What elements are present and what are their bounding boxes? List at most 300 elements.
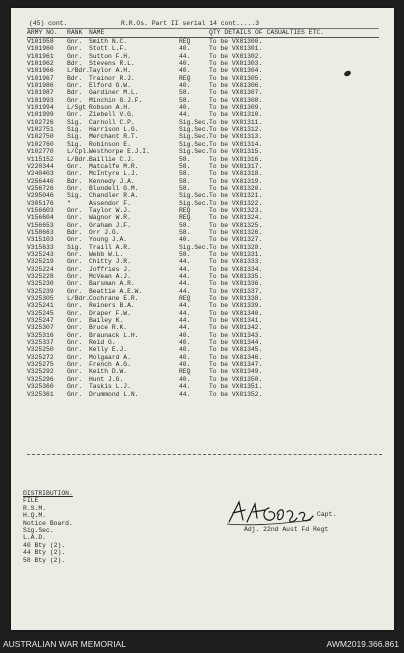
army-number: V101986 bbox=[27, 82, 54, 90]
qualification: 40. bbox=[179, 375, 191, 383]
qualification: 58. bbox=[179, 228, 191, 236]
casualty-detail: To be VX81352. bbox=[209, 390, 263, 398]
table-row bbox=[27, 361, 379, 368]
rank: Gnr. bbox=[67, 206, 83, 214]
table-row bbox=[27, 192, 379, 199]
table-row bbox=[27, 148, 379, 155]
qualification: REQ bbox=[179, 214, 191, 222]
qualification: 44. bbox=[179, 258, 191, 266]
soldier-name: Smith N.C. bbox=[89, 38, 128, 45]
qualification: 40. bbox=[179, 236, 191, 244]
rank: L/Cpl. bbox=[67, 148, 90, 156]
army-number: V102770 bbox=[27, 148, 54, 156]
qualification: 44. bbox=[179, 383, 191, 391]
soldier-name: Westhorpe E.J.I. bbox=[89, 148, 150, 156]
casualty-detail: To be VX81327. bbox=[209, 236, 263, 244]
archive-footer bbox=[0, 634, 404, 653]
distribution-item: Sig.Sec. bbox=[23, 527, 54, 535]
rank: Gnr. bbox=[67, 287, 83, 295]
qualification: 40. bbox=[179, 331, 191, 339]
soldier-name: Keith D.W. bbox=[89, 368, 128, 376]
casualty-detail: To be VX81344. bbox=[209, 339, 263, 347]
qualification: 44. bbox=[179, 287, 191, 295]
casualty-detail: To be VX81317. bbox=[209, 162, 263, 170]
army-number: V101994 bbox=[27, 104, 54, 112]
qualification: 44. bbox=[179, 280, 191, 288]
soldier-name: Reid G. bbox=[89, 339, 116, 347]
casualty-detail: To be VX81318. bbox=[209, 170, 263, 178]
table-row bbox=[27, 163, 379, 170]
qualification: REQ bbox=[179, 38, 191, 45]
table-row bbox=[27, 324, 379, 331]
casualty-detail: To be VX81314. bbox=[209, 140, 263, 148]
army-number: V325307 bbox=[27, 324, 54, 332]
casualty-detail: To be VX81310. bbox=[209, 111, 263, 119]
casualty-detail: To be VX81311. bbox=[209, 118, 263, 126]
soldier-name: Chandler R.A. bbox=[89, 192, 139, 200]
casualty-detail: To be VX81304. bbox=[209, 67, 263, 75]
soldier-name: Carnoll C.P. bbox=[89, 118, 135, 126]
rank: Sig. bbox=[67, 243, 83, 251]
table-row bbox=[27, 310, 379, 317]
soldier-name: Bruce R.K. bbox=[89, 324, 128, 332]
table-row bbox=[27, 214, 379, 221]
table-row bbox=[27, 346, 379, 353]
table-row bbox=[27, 45, 379, 52]
army-number: V240403 bbox=[27, 170, 54, 178]
casualty-detail: To be VX81312. bbox=[209, 126, 263, 134]
document-header-line: (45) cont. R.R.Os. Part II serial 14 cont.....3 bbox=[29, 20, 260, 27]
qualification: 40. bbox=[179, 339, 191, 347]
table-row bbox=[27, 266, 379, 273]
army-number: V325243 bbox=[27, 250, 54, 258]
soldier-name: Assendor F. bbox=[89, 199, 131, 207]
rank: Gnr. bbox=[67, 96, 83, 104]
table-row bbox=[27, 185, 379, 192]
table-row bbox=[27, 178, 379, 185]
qualification: 44. bbox=[179, 265, 191, 273]
rank: Gnr. bbox=[67, 52, 83, 60]
qualification: Sig.Sec. bbox=[179, 192, 210, 200]
table-row bbox=[27, 126, 379, 133]
army-number: V315633 bbox=[27, 243, 54, 251]
soldier-name: Young J.A. bbox=[89, 236, 128, 244]
rank: Gnr. bbox=[67, 162, 83, 170]
qualification: 40. bbox=[179, 346, 191, 354]
army-number: V256446 bbox=[27, 177, 54, 185]
soldier-name: Sutton F.H. bbox=[89, 52, 131, 60]
casualty-detail: To be VX81320. bbox=[209, 184, 263, 192]
handwritten-signature bbox=[221, 496, 321, 528]
signature-rank: Capt. bbox=[317, 511, 337, 518]
table-row bbox=[27, 317, 379, 324]
casualty-detail: To be VX81309. bbox=[209, 104, 263, 112]
qualification: 40. bbox=[179, 104, 191, 112]
rank: Sig. bbox=[67, 140, 83, 148]
table-row bbox=[27, 339, 379, 346]
rank: L/Bdr. bbox=[67, 295, 90, 303]
army-number: V305176 bbox=[27, 199, 54, 207]
table-row bbox=[27, 302, 379, 309]
table-row bbox=[27, 354, 379, 361]
qualification: 44. bbox=[179, 309, 191, 317]
rank: " bbox=[67, 199, 71, 207]
qualification: REQ bbox=[179, 74, 191, 82]
casualty-detail: To be VX81313. bbox=[209, 133, 263, 141]
qualification: 40. bbox=[179, 60, 191, 68]
qualification: Sig.Sec. bbox=[179, 126, 210, 134]
army-number: V101962 bbox=[27, 60, 54, 68]
soldier-name: McVean A.J. bbox=[89, 273, 131, 280]
casualty-detail: To be VX81303. bbox=[209, 60, 263, 68]
army-number: V115152 bbox=[27, 155, 54, 163]
qualification: Sig.Sec. bbox=[179, 118, 210, 126]
qualification: 58. bbox=[179, 221, 191, 229]
casualty-detail: To be VX81343. bbox=[209, 331, 263, 339]
army-number: V325241 bbox=[27, 302, 54, 310]
table-row bbox=[27, 383, 379, 390]
casualty-detail: To be VX81315. bbox=[209, 148, 263, 156]
table-row bbox=[27, 288, 379, 295]
qualification: 44. bbox=[179, 317, 191, 325]
casualty-detail: To be VX81349. bbox=[209, 368, 263, 376]
document-page bbox=[11, 8, 394, 630]
table-row bbox=[27, 251, 379, 258]
rank: Gnr. bbox=[67, 45, 83, 53]
qualification: Sig.Sec. bbox=[179, 133, 210, 141]
army-number: V325305 bbox=[27, 295, 54, 303]
table-row bbox=[27, 222, 379, 229]
column-name: NAME bbox=[89, 29, 105, 36]
distribution-item: 40 Bty (2). bbox=[23, 541, 66, 549]
rank: Sig. bbox=[67, 118, 83, 126]
rank: Bdr. bbox=[67, 89, 83, 97]
soldier-name: Wagnor W.R. bbox=[89, 214, 131, 222]
qualification: 44. bbox=[179, 302, 191, 310]
army-number: V325224 bbox=[27, 265, 54, 273]
casualty-detail: To be VX81347. bbox=[209, 361, 263, 369]
casualty-detail: To be VX81345. bbox=[209, 346, 263, 354]
table-row bbox=[27, 170, 379, 177]
rank: Gnr. bbox=[67, 317, 83, 325]
qualification: 58. bbox=[179, 250, 191, 258]
army-number: V325230 bbox=[27, 280, 54, 288]
column-qty: QTY bbox=[209, 29, 221, 36]
casualty-detail: To be VX81333. bbox=[209, 258, 263, 266]
soldier-name: Stott L.F. bbox=[89, 45, 128, 53]
casualty-detail: To be VX81306. bbox=[209, 82, 263, 90]
rank: Bdr. bbox=[67, 60, 83, 68]
rank: Gnr. bbox=[67, 273, 83, 280]
casualty-detail: To be VX81301. bbox=[209, 45, 263, 53]
qualification: 58. bbox=[179, 89, 191, 97]
table-row bbox=[27, 280, 379, 287]
army-number: V156603 bbox=[27, 206, 54, 214]
qualification: Sig.Sec. bbox=[179, 243, 210, 251]
soldier-name: Barsman A.R. bbox=[89, 280, 135, 288]
army-number: V101999 bbox=[27, 111, 54, 119]
qualification: 40. bbox=[179, 353, 191, 361]
qualification: 40. bbox=[179, 82, 191, 90]
table-row bbox=[27, 229, 379, 236]
rank: Gnr. bbox=[67, 375, 83, 383]
table-row bbox=[27, 82, 379, 89]
soldier-name: Taylor W.J. bbox=[89, 206, 131, 214]
army-number: V101966 bbox=[27, 67, 54, 75]
distribution-item: H.Q.M. bbox=[23, 512, 47, 520]
rank: Gnr. bbox=[67, 302, 83, 310]
table-row bbox=[27, 119, 379, 126]
rank: Gnr. bbox=[67, 170, 83, 178]
army-number: V325296 bbox=[27, 375, 54, 383]
casualty-detail: To be VX81300. bbox=[209, 38, 263, 45]
qualification: Sig.Sec. bbox=[179, 148, 210, 156]
soldier-name: Elford G.W. bbox=[89, 82, 131, 90]
soldier-name: Braunack L.H. bbox=[89, 331, 139, 339]
soldier-name: Ziebell V.G. bbox=[89, 111, 135, 119]
table-row bbox=[27, 53, 379, 60]
army-number: V102750 bbox=[27, 133, 54, 141]
table-row bbox=[27, 133, 379, 140]
qualification: 58. bbox=[179, 96, 191, 104]
casualty-detail: To be VX81305. bbox=[209, 74, 263, 82]
rank: Gnr. bbox=[67, 111, 83, 119]
casualty-detail: To be VX81335. bbox=[209, 273, 263, 280]
rank: Gnr. bbox=[67, 280, 83, 288]
rank: Sig. bbox=[67, 192, 83, 200]
table-row bbox=[27, 273, 379, 280]
casualty-detail: To be VX81336. bbox=[209, 280, 263, 288]
army-number: V325337 bbox=[27, 339, 54, 347]
army-number: V101993 bbox=[27, 96, 54, 104]
casualty-detail: To be VX81308. bbox=[209, 96, 263, 104]
distribution-block bbox=[23, 490, 73, 564]
table-row bbox=[27, 258, 379, 265]
army-number: V325247 bbox=[27, 317, 54, 325]
soldier-name: Taylor A.H. bbox=[89, 67, 131, 75]
distribution-item: 58 Bty (2). bbox=[23, 556, 66, 564]
casualty-detail: To be VX81321. bbox=[209, 192, 263, 200]
table-row bbox=[27, 207, 379, 214]
rank: Gnr. bbox=[67, 331, 83, 339]
qualification: 44. bbox=[179, 324, 191, 332]
qualification: Sig.Sec. bbox=[179, 199, 210, 207]
army-number: V156653 bbox=[27, 221, 54, 229]
table-row bbox=[27, 75, 379, 82]
casualty-detail: To be VX81346. bbox=[209, 353, 263, 361]
army-number: V325250 bbox=[27, 346, 54, 354]
casualty-detail: To be VX81319. bbox=[209, 177, 263, 185]
soldier-name: Joffries J. bbox=[89, 265, 131, 273]
army-number: V295046 bbox=[27, 192, 54, 200]
soldier-name: Hunt J.G. bbox=[89, 375, 124, 383]
rank: Gnr. bbox=[67, 361, 83, 369]
table-row bbox=[27, 368, 379, 375]
table-row bbox=[27, 376, 379, 383]
army-number: V101961 bbox=[27, 52, 54, 60]
army-number: V102760 bbox=[27, 140, 54, 148]
army-number: V325316 bbox=[27, 331, 54, 339]
army-number: V220344 bbox=[27, 162, 54, 170]
casualty-detail: To be VX81325. bbox=[209, 221, 263, 229]
soldier-name: Webb W.L. bbox=[89, 250, 124, 258]
rank: Gnr. bbox=[67, 82, 83, 90]
distribution-item: 44 Bty (2). bbox=[23, 549, 66, 557]
qualification: 58. bbox=[179, 155, 191, 163]
column-rank: RANK bbox=[67, 29, 83, 36]
army-number: V102726 bbox=[27, 118, 54, 126]
soldier-name: Trainor R.J. bbox=[89, 74, 135, 82]
rank: Bdr. bbox=[67, 74, 83, 82]
soldier-name: Chitty J.R. bbox=[89, 258, 131, 266]
qualification: 58. bbox=[179, 170, 191, 178]
soldier-name: Beattie A.E.W. bbox=[89, 287, 143, 295]
qualification: 58. bbox=[179, 177, 191, 185]
soldier-name: Blundell G.M. bbox=[89, 184, 139, 192]
qualification: REQ bbox=[179, 368, 191, 376]
footer-accession-number: AWM2019.366.861 bbox=[326, 639, 399, 649]
army-number: V325292 bbox=[27, 368, 54, 376]
table-row bbox=[27, 97, 379, 104]
casualty-detail: To be VX81328. bbox=[209, 243, 263, 251]
casualty-detail: To be VX81316. bbox=[209, 155, 263, 163]
army-number: V325245 bbox=[27, 309, 54, 317]
casualty-detail: To be VX81351. bbox=[209, 383, 263, 391]
casualty-detail: To be VX81340. bbox=[209, 309, 263, 317]
rank: Gnr. bbox=[67, 214, 83, 222]
army-number: V101967 bbox=[27, 74, 54, 82]
casualty-detail: To be VX81341. bbox=[209, 317, 263, 325]
qualification: 58. bbox=[179, 162, 191, 170]
rank: Gnr. bbox=[67, 38, 83, 45]
soldier-name: Molgaard A. bbox=[89, 353, 131, 361]
army-number: V156604 bbox=[27, 214, 54, 222]
army-number: V101958 bbox=[27, 38, 54, 45]
distribution-title: DISTRIBUTION. bbox=[23, 490, 73, 497]
distribution-item: FILE bbox=[23, 497, 39, 505]
soldier-name: Harrison L.G. bbox=[89, 126, 139, 134]
rank: Gnr. bbox=[67, 236, 83, 244]
rank: Gnr. bbox=[67, 324, 83, 332]
casualty-detail: To be VX81337. bbox=[209, 287, 263, 295]
qualification: 44. bbox=[179, 111, 191, 119]
table-row bbox=[27, 332, 379, 339]
soldier-name: French A.G. bbox=[89, 361, 131, 369]
qualification: REQ bbox=[179, 295, 191, 303]
soldier-name: Taskis L.J. bbox=[89, 383, 131, 391]
rank: Gnr. bbox=[67, 368, 83, 376]
rank: L/Bdr. bbox=[67, 67, 90, 75]
table-row bbox=[27, 295, 379, 302]
qualification: Sig.Sec. bbox=[179, 140, 210, 148]
army-number: V325239 bbox=[27, 287, 54, 295]
soldier-name: Bailey K. bbox=[89, 317, 124, 325]
army-number: V102751 bbox=[27, 126, 54, 134]
soldier-name: Merchant R.T. bbox=[89, 133, 139, 141]
rank: Gnr. bbox=[67, 258, 83, 266]
soldier-name: Kelly E.J. bbox=[89, 346, 128, 354]
rank: Gnr. bbox=[67, 221, 83, 229]
soldier-name: Gardiner M.L. bbox=[89, 89, 139, 97]
rank: Sig. bbox=[67, 126, 83, 134]
table-row bbox=[27, 60, 379, 67]
casualty-detail: To be VX81324. bbox=[209, 214, 263, 222]
soldier-name: Baillie C.J. bbox=[89, 155, 135, 163]
footer-institution: AUSTRALIAN WAR MEMORIAL bbox=[3, 639, 126, 649]
soldier-name: Matcalfe M.R. bbox=[89, 162, 139, 170]
casualty-detail: To be VX81326. bbox=[209, 228, 263, 236]
rank: Bdr. bbox=[67, 228, 83, 236]
casualty-detail: To be VX81342. bbox=[209, 324, 263, 332]
army-number: V325228 bbox=[27, 273, 54, 280]
soldier-name: Draper F.W. bbox=[89, 309, 131, 317]
army-number: V325272 bbox=[27, 353, 54, 361]
army-number: V101960 bbox=[27, 45, 54, 53]
qualification: 58. bbox=[179, 184, 191, 192]
table-row bbox=[27, 141, 379, 148]
soldier-name: Traill A.R. bbox=[89, 243, 131, 251]
rank: Gnr. bbox=[67, 184, 83, 192]
soldier-name: Robson A.H. bbox=[89, 104, 131, 112]
army-number: V325275 bbox=[27, 361, 54, 369]
signature-block bbox=[221, 496, 381, 536]
table-row bbox=[27, 104, 379, 111]
rank: Bdr. bbox=[67, 177, 83, 185]
rank: Gnr. bbox=[67, 265, 83, 273]
soldier-name: Drummond L.N. bbox=[89, 390, 139, 398]
distribution-item: Notice Board. bbox=[23, 519, 73, 527]
distribution-list bbox=[23, 497, 73, 564]
rank: Gnr. bbox=[67, 353, 83, 361]
qualification: 40. bbox=[179, 361, 191, 369]
table-row bbox=[27, 38, 379, 45]
table-row bbox=[27, 200, 379, 207]
soldier-name: Graham J.F. bbox=[89, 221, 131, 229]
soldier-name: Kennedy J.A. bbox=[89, 177, 135, 185]
casualty-detail: To be VX81338. bbox=[209, 295, 263, 303]
column-header-row bbox=[27, 28, 379, 38]
casualty-detail: To be VX81323. bbox=[209, 206, 263, 214]
rank: Gnr. bbox=[67, 390, 83, 398]
table-row bbox=[27, 244, 379, 251]
rank: Gnr. bbox=[67, 309, 83, 317]
table-row bbox=[27, 89, 379, 96]
qualification: REQ bbox=[179, 206, 191, 214]
army-number: V158663 bbox=[27, 228, 54, 236]
army-number: V315103 bbox=[27, 236, 54, 244]
qualification: 40. bbox=[179, 67, 191, 75]
casualty-detail: To be VX81307. bbox=[209, 89, 263, 97]
rank: Gnr. bbox=[67, 346, 83, 354]
casualty-detail: To be VX81331. bbox=[209, 250, 263, 258]
distribution-item: L.A.D. bbox=[23, 534, 47, 542]
table-row bbox=[27, 156, 379, 163]
rank: Sig. bbox=[67, 133, 83, 141]
casualty-detail: To be VX81334. bbox=[209, 265, 263, 273]
rank: L/Sgt bbox=[67, 104, 87, 112]
table-row bbox=[27, 111, 379, 118]
army-number: V256726 bbox=[27, 184, 54, 192]
soldier-name: McIntyre L.J. bbox=[89, 170, 139, 178]
soldier-name: Orr J.G. bbox=[89, 228, 120, 236]
distribution-item: R.S.M. bbox=[23, 504, 47, 512]
rank: Gnr. bbox=[67, 383, 83, 391]
casualty-detail: To be VX81350. bbox=[209, 375, 263, 383]
qualification: 44. bbox=[179, 390, 191, 398]
rank: Gnr. bbox=[67, 250, 83, 258]
casualty-detail: To be VX81302. bbox=[209, 52, 263, 60]
divider-line bbox=[27, 454, 382, 455]
